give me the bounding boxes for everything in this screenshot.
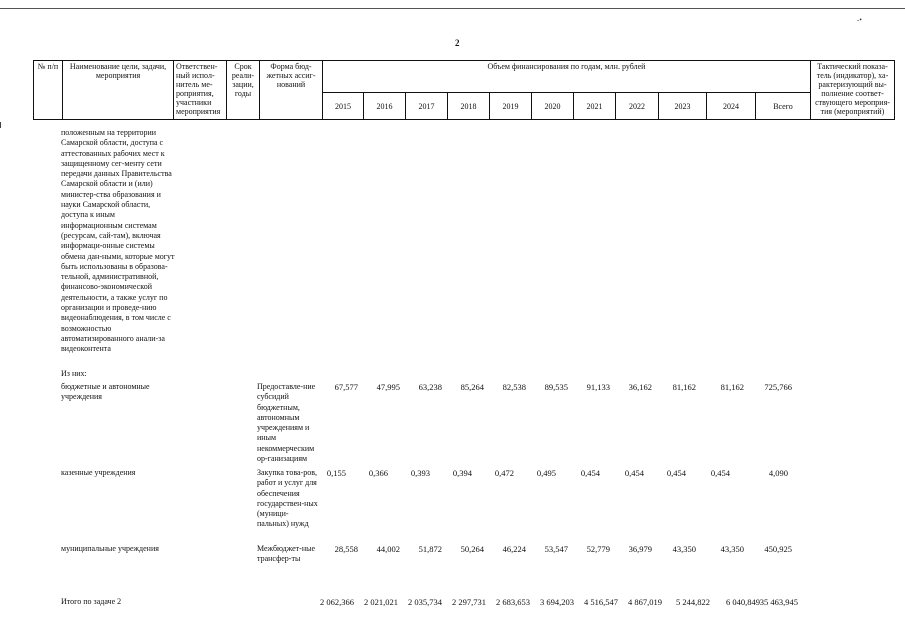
row-value-2023: 0,454 (666, 468, 686, 478)
year-total: Всего (756, 93, 811, 120)
row-value-2019: 0,472 (494, 468, 514, 478)
row-name: казенные учреждения (61, 468, 136, 477)
row-value-2021: 91,133 (586, 382, 610, 392)
header-col-period: Срок реали-зации, годы (227, 61, 260, 120)
row-value-2020: 53,547 (544, 544, 568, 554)
year-2020: 2020 (532, 93, 574, 120)
total-value-2015: 2 062,366 (320, 597, 354, 607)
row-name: муниципальные учреждения (61, 544, 159, 553)
year-2022: 2022 (616, 93, 659, 120)
row-value-2015: 67,577 (334, 382, 358, 392)
row-value-2019: 46,224 (502, 544, 526, 554)
page-number: 2 (455, 38, 460, 48)
total-value-2020: 3 694,203 (540, 597, 574, 607)
total-value-2023: 5 244,822 (676, 597, 710, 607)
row-value-2020: 0,495 (536, 468, 556, 478)
row-value-2020: 89,535 (544, 382, 568, 392)
row-value-2022: 0,454 (624, 468, 644, 478)
row-value-total: 725,766 (764, 382, 792, 392)
row-value-2021: 0,454 (580, 468, 600, 478)
row-value-2024: 81,162 (720, 382, 744, 392)
row-value-2024: 43,350 (720, 544, 744, 554)
total-value-2024: 6 040,849 (726, 597, 760, 607)
row-value-2016: 0,366 (368, 468, 388, 478)
year-2019: 2019 (490, 93, 532, 120)
top-rule (0, 8, 905, 9)
total-value-2022: 4 867,019 (628, 597, 662, 607)
row-form: Закупка това-ров, работ и услуг для обеспечения государствен-ных (муници-пальных) нужд (257, 468, 318, 529)
row-value-2022: 36,979 (628, 544, 652, 554)
year-2017: 2017 (406, 93, 448, 120)
row-form: Предоставле-ние субсидий бюджетным, автономным учреждениям и иным некоммерческим ор-ганизациям (257, 382, 316, 464)
year-2018: 2018 (448, 93, 490, 120)
row-form: Межбюджет-ные трансфер-ты (257, 544, 316, 564)
row-value-2015: 28,558 (334, 544, 358, 554)
header-col-funding: Объем финансирования по годам, млн. рублей (323, 61, 811, 93)
row-value-total: 450,925 (764, 544, 792, 554)
year-2021: 2021 (574, 93, 616, 120)
header-col-responsible: Ответствен-ный испол-нитель ме-роприятия, участники мероприятия (174, 61, 227, 120)
corner-mark: -• (857, 16, 862, 24)
row-value-2018: 50,264 (460, 544, 484, 554)
total-label: Итого по задаче 2 (61, 597, 122, 606)
row-value-2015: 0,155 (326, 468, 346, 478)
row-value-2023: 43,350 (672, 544, 696, 554)
total-value-all: 35 463,945 (759, 597, 798, 607)
total-value-2021: 4 516,547 (584, 597, 618, 607)
header-col-name: Наименование цели, задачи, мероприятия (63, 61, 174, 120)
header-col-indicator: Тактический показа-тель (индикатор), ха-рактеризующий вы-полнение соответ-ствующего мероприя-тия (мероприятий) (811, 61, 895, 120)
total-value-2017: 2 035,734 (408, 597, 442, 607)
row-value-2017: 51,872 (418, 544, 442, 554)
header-col-number: № п/п (34, 61, 63, 120)
row-value-2022: 36,162 (628, 382, 652, 392)
margin-tick (0, 122, 3, 128)
row-value-2016: 44,002 (376, 544, 400, 554)
row-value-2023: 81,162 (672, 382, 696, 392)
total-value-2018: 2 297,731 (452, 597, 486, 607)
from-them-label: Из них: (61, 369, 87, 378)
row-value-total: 4,090 (768, 468, 788, 478)
row-value-2017: 0,393 (410, 468, 430, 478)
row-value-2024: 0,454 (710, 468, 730, 478)
row-value-2016: 47,995 (376, 382, 400, 392)
row-value-2021: 52,779 (586, 544, 610, 554)
header-col-form: Форма бюд-жетных ассиг-нований (260, 61, 323, 120)
year-2015: 2015 (323, 93, 364, 120)
row-value-2018: 0,394 (452, 468, 472, 478)
total-value-2019: 2 683,653 (496, 597, 530, 607)
continuation-text: положенным на территории Самарской области, доступа с аттестованных рабочих мест к защищенному сег-менту сети передачи данных Правительства Самарской области и (или) министер-ства образования и науки Самарской области, доступа к иным информационным системам (ресурсам, сай-там), включая информаци-онные системы обмена дан-ными, которые могут быть использованы в образова-тельной, административной, финансово-экономической деятельности, а также услуг по организации и проведе-нию видеонаблюдения, в том числе с возможностью автоматизированного анали-за видеоконтента (61, 128, 175, 354)
year-2016: 2016 (364, 93, 406, 120)
row-value-2018: 85,264 (460, 382, 484, 392)
year-2023: 2023 (659, 93, 707, 120)
row-value-2019: 82,538 (502, 382, 526, 392)
total-value-2016: 2 021,021 (364, 597, 398, 607)
year-2024: 2024 (707, 93, 756, 120)
header-table (33, 60, 895, 120)
row-value-2017: 63,238 (418, 382, 442, 392)
row-name: бюджетные и автономные учреждения (61, 382, 150, 402)
